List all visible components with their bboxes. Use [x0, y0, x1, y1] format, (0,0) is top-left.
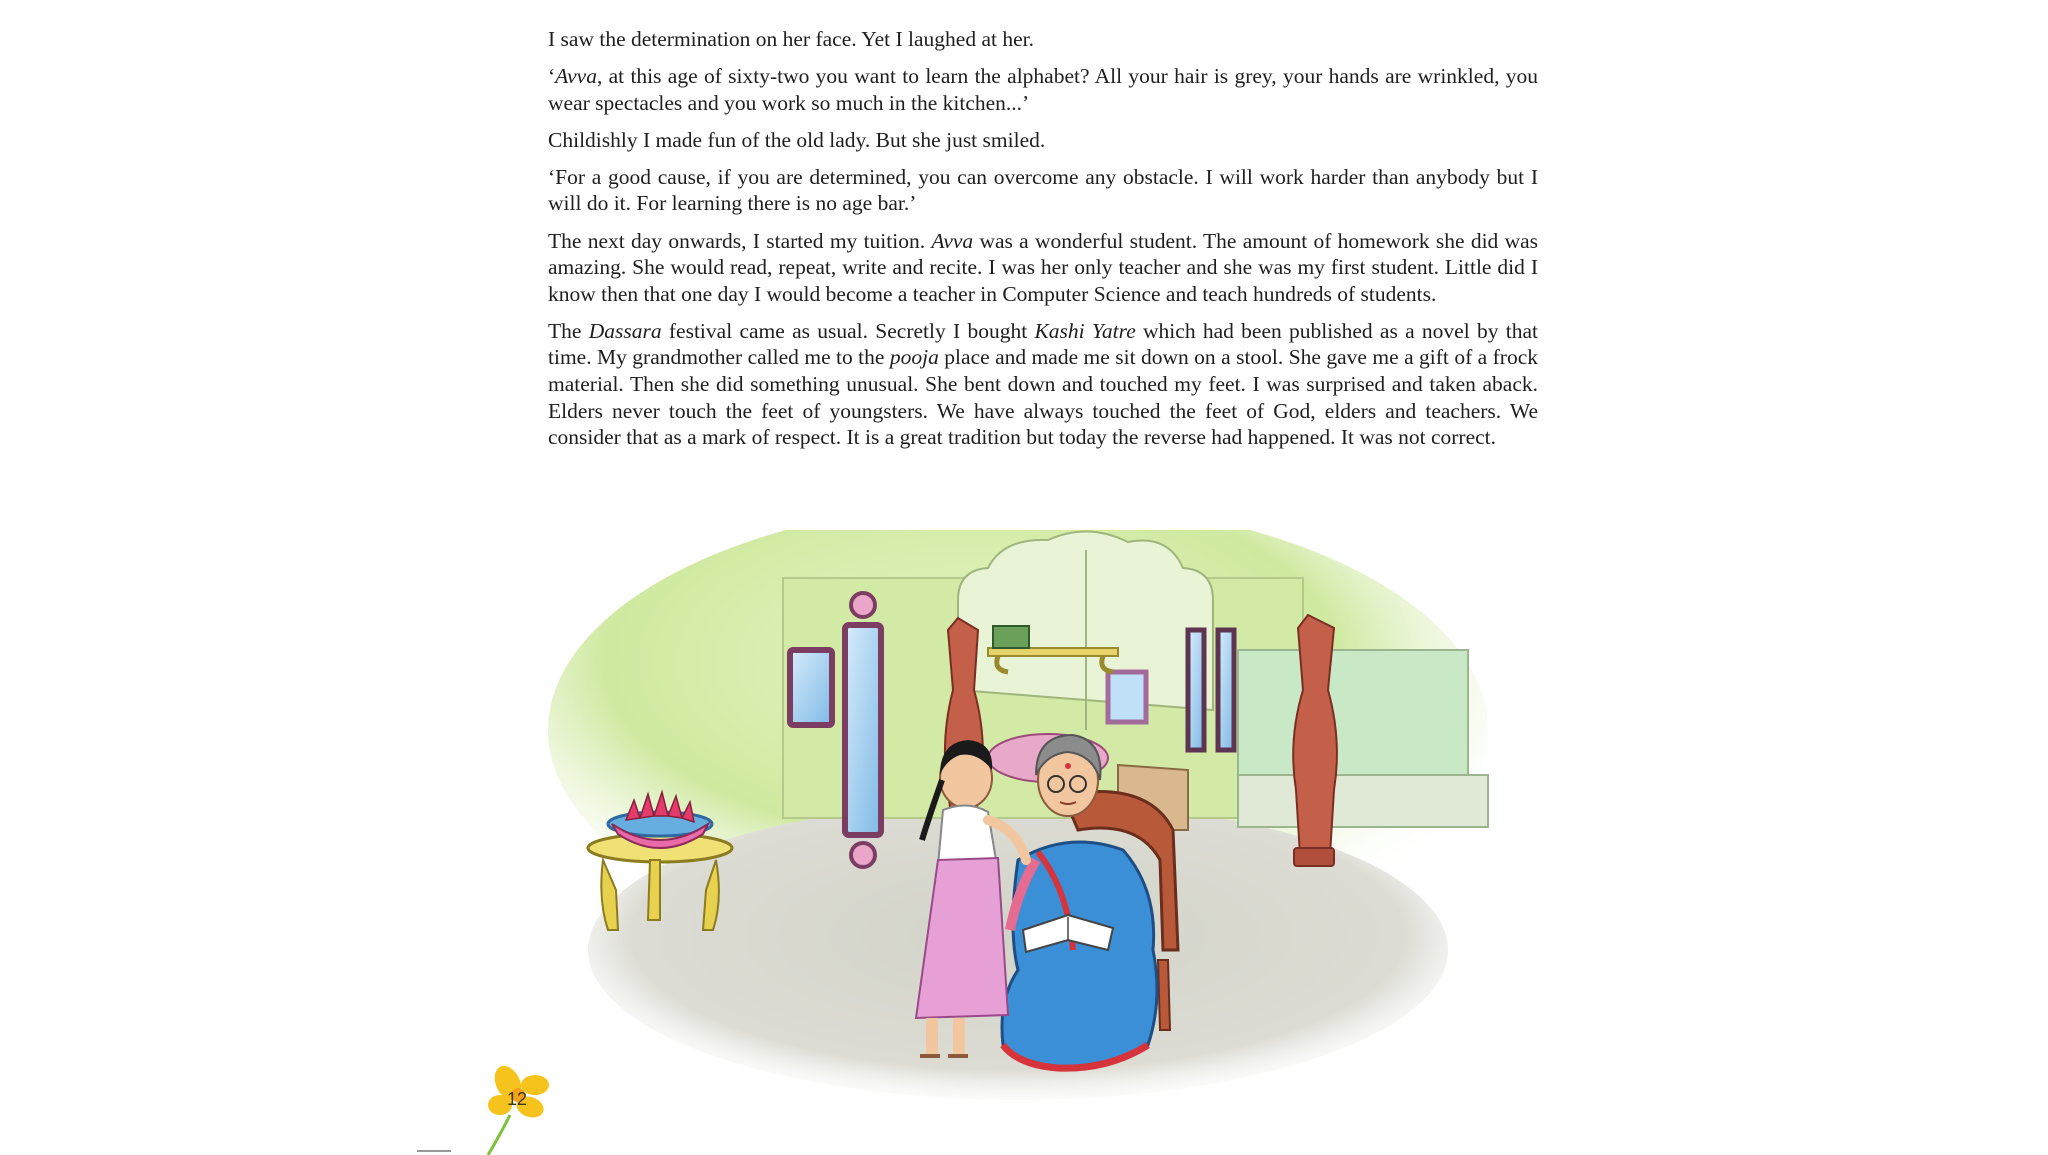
- italic-term: pooja: [889, 345, 939, 370]
- text-run: ‘For a good cause, if you are determined, you can overcome any obstacle. I will work harder than anybody but I will do it. For learning there is no age bar.’: [548, 164, 1538, 216]
- text-run: Childishly I made fun of the old lady. But she just smiled.: [548, 127, 1046, 152]
- picture-frame: [1108, 672, 1146, 722]
- text-run: I saw the determination on her face. Yet I laughed at her.: [548, 27, 1034, 51]
- tall-mirror: [845, 625, 881, 835]
- text-run: , at this age of sixty-two you want to learn the alphabet? All your hair is grey, your hands are wrinkled, you wear spectacles and you work so much in the kitchen...’: [548, 64, 1538, 115]
- italic-term: Kashi Yatre: [1034, 318, 1136, 343]
- story-text: [548, 26, 1538, 461]
- small-mirror: [790, 650, 832, 725]
- italic-term: Avva: [931, 228, 974, 253]
- story-paragraph: [548, 164, 1538, 217]
- blouse: [938, 805, 996, 865]
- text-run: The: [548, 318, 589, 343]
- twin-mirror-right: [1218, 630, 1234, 750]
- text-run: The next day onwards, I started my tuition.: [548, 228, 932, 253]
- twin-mirror-left: [1188, 630, 1204, 750]
- wall-shelf: [988, 648, 1118, 656]
- italic-term: Dassara: [588, 318, 662, 343]
- grandmother-learning-illustration: [548, 530, 1508, 1100]
- story-paragraph: [548, 26, 1538, 53]
- text-run: festival came as usual. Secretly I bought: [661, 318, 1035, 343]
- text-run: ‘: [548, 64, 556, 89]
- platform: [1238, 650, 1468, 780]
- story-paragraph: [548, 228, 1538, 308]
- text-run: was a wonderful student. The amount of homework she did was amazing. She would read, repeat, write and recite. I was her only teacher and she was my first student. Little did I know then that one day I would become a teacher in Computer Science and teach hundreds of students.: [548, 228, 1539, 306]
- story-paragraph: [548, 318, 1538, 451]
- text-run: place and made me sit down on a stool. She gave me a gift of a frock material. Then she did something unusual. She bent down and touched my feet. I was surprised and taken aback. Elders never touch the feet of youngsters. We have always touched the feet of God, elders and teachers. We consider that as a mark of respect. It is a great tradition but today the reverse had happened. It was not correct.: [548, 345, 1539, 450]
- italic-term: Avva: [555, 64, 597, 89]
- page-number: 12: [506, 1089, 528, 1109]
- text-run: which had been published as a novel by that time. My grandmother called me to the: [548, 318, 1538, 370]
- story-paragraph: [548, 63, 1538, 116]
- story-paragraph: [548, 127, 1538, 154]
- pillar-right: [1293, 615, 1337, 855]
